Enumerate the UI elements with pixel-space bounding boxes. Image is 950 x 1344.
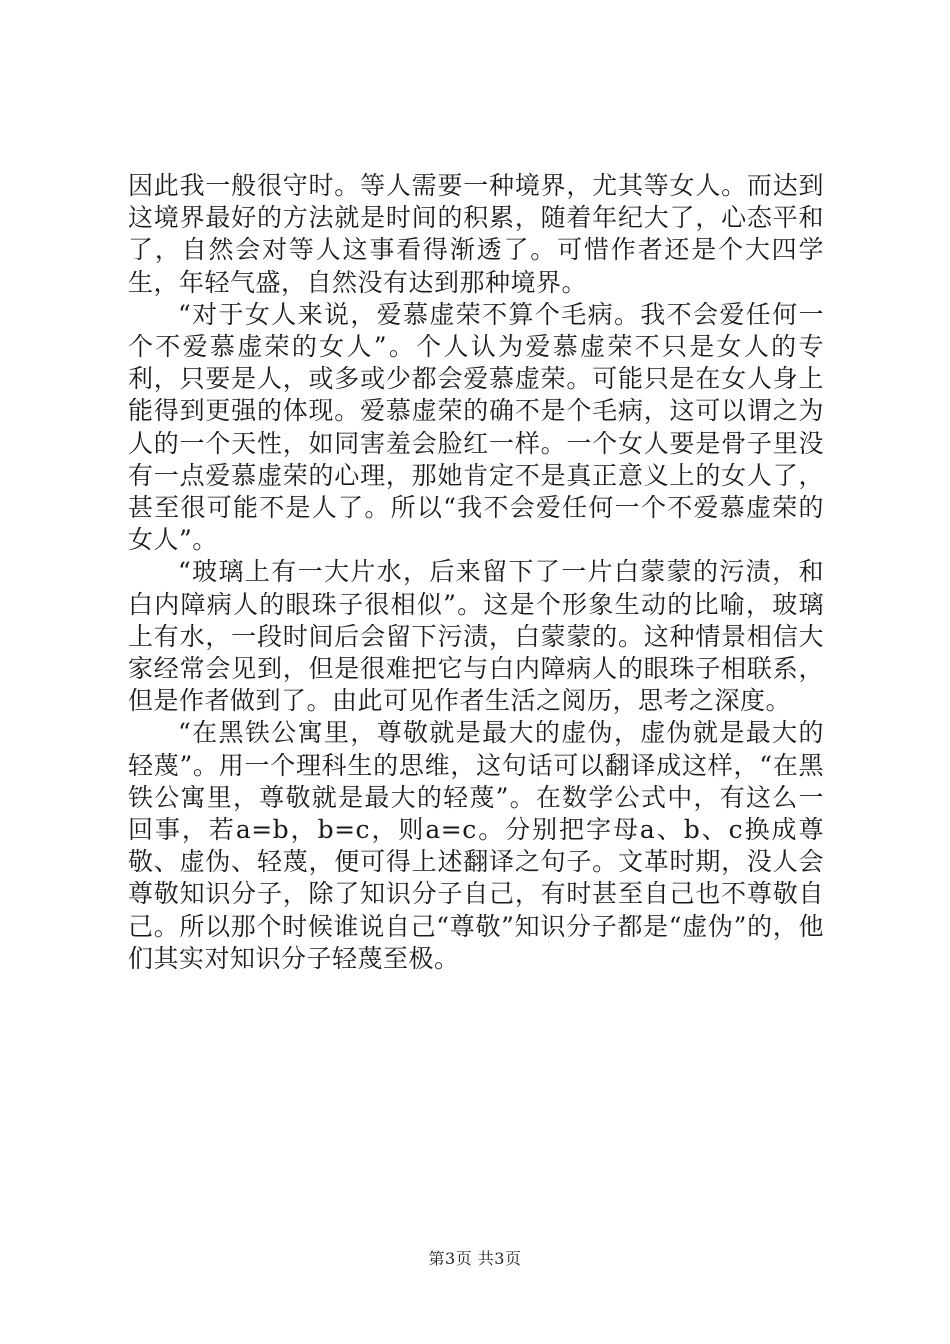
paragraph-4: “在黑铁公寓里，尊敬就是最大的虚伪，虚伪就是最大的轻蔑”。用一个理科生的思维，这句话可以翻译成这样，“在黑铁公寓里，尊敬就是最大的轻蔑”。在数学公式中，有这么一回事，若a=b，b=c，则a=c。分别把字母a、b、c换成尊敬、虚伪、轻蔑，便可得上述翻译之句子。文革时期，没人会尊敬知识分子，除了知识分子自己，有时甚至自己也不尊敬自己。所以那个时候谁说自己“尊敬”知识分子都是“虚伪”的，他们其实对知识分子轻蔑至极。 [128,718,824,973]
paragraph-3: “玻璃上有一大片水，后来留下了一片白蒙蒙的污渍，和白内障病人的眼珠子很相似”。这是个形象生动的比喻，玻璃上有水，一段时间后会留下污渍，白蒙蒙的。这种情景相信大家经常会见到，但是很难把它与白内障病人的眼珠子相联系，但是作者做到了。由此可见作者生活之阅历，思考之深度。 [128,557,824,716]
paragraph-2: “对于女人来说，爱慕虚荣不算个毛病。我不会爱任何一个不爱慕虚荣的女人”。个人认为爱慕虚荣不只是女人的专利，只要是人，或多或少都会爱慕虚荣。可能只是在女人身上能得到更强的体现。爱慕虚荣的确不是个毛病，这可以谓之为人的一个天性，如同害羞会脸红一样。一个女人要是骨子里没有一点爱慕虚荣的心理，那她肯定不是真正意义上的女人了，甚至很可能不是人了。所以“我不会爱任何一个不爱慕虚荣的女人”。 [128,299,824,555]
body-text [128,170,824,975]
paragraph-1: 因此我一般很守时。等人需要一种境界，尤其等女人。而达到这境界最好的方法就是时间的积累，随着年纪大了，心态平和了，自然会对等人这事看得渐透了。可惜作者还是个大四学生，年轻气盛，自然没有达到那种境界。 [128,171,824,297]
page-footer: 第3页 共3页 [428,1249,522,1268]
